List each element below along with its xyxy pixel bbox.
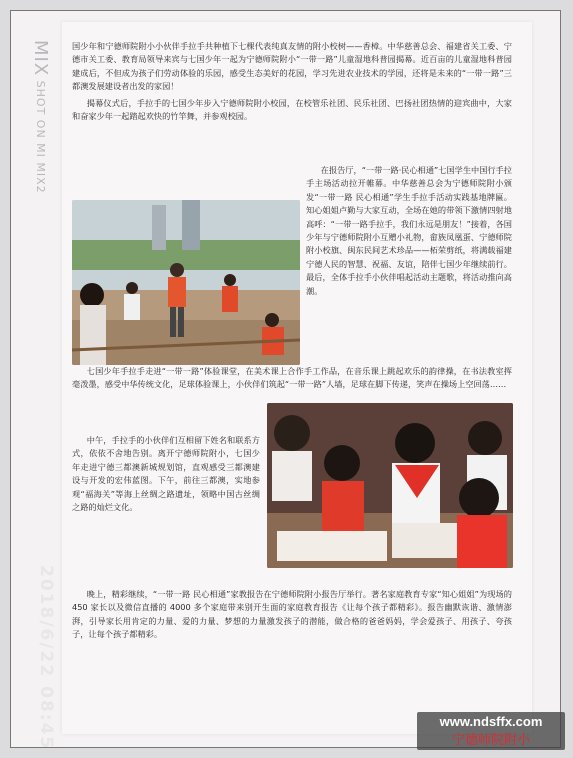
article-noon: [72, 434, 260, 517]
photo-timestamp: 2018/6/22 08:45: [36, 565, 56, 751]
camera-watermark: [30, 40, 51, 194]
article-evening: [72, 588, 512, 645]
watermark-school-name: 宁德师院附小: [451, 732, 530, 747]
paragraph-2: 揭幕仪式后，手拉手的七国少年步入宁德师院附小校园，在校管乐社团、民乐社团、巴扬社团热情的迎宾曲中，大家和奋家少年一起踏起欢快的竹竿舞，并参观校园。: [72, 97, 512, 122]
paragraph-6: 晚上，精彩继续，“一带一路 民心相通”家教报告在宁德师院附小报告厅举行。著名家庭教育专家“知心姐姐”为现场的 450 家长以及微信直播的 4000 多个家庭带来别开生面的家庭教育报告《让每个孩子都精彩》。报告幽默诙谐、激情澎湃，引导家长用肯定的力量、爱的力量、梦想的力量激发孩子的潜能，做合格的爸爸妈妈，学会爱孩子、用孩子、夸孩子，让每个孩子都精彩。: [72, 589, 512, 640]
photo-children-walking-image: [72, 200, 300, 365]
site-watermark: [417, 712, 565, 750]
shot-on-label: SHOT ON MI MIX2: [34, 80, 47, 194]
paragraph-3: 在报告厅，“一带一路·民心相通”七国学生中国行手拉手主场活动拉开帷幕。中华慈善总会为宁德师院附小颁发“一带一路 民心相通”学生手拉手活动实践基地牌匾。知心姐姐卢勤与大家互动，全场在她的带领下激情四射地高呼：“一带一路手拉手，我们永远是朋友！”接着，各国少年与宁德师院附小互赠小礼物，畲族凤凰蛋、宁德师院附小校旗、闽东民间艺术珍品——柘荣剪纸，将满载福建宁德人民的智慧、祝福、友谊，陪伴七国少年继续前行。最后，全体手拉手小伙伴唱起活动主题歌，将活动推向高潮。: [72, 164, 512, 298]
photo-calligraphy-class: [267, 403, 513, 568]
photo-children-walking: [72, 200, 300, 365]
watermark-url: www.ndsffx.com: [439, 714, 543, 729]
article-top: [72, 40, 512, 126]
photo-calligraphy-class-image: [267, 403, 513, 568]
mix-label: MIX: [30, 40, 51, 77]
article-class: [72, 365, 512, 395]
paragraph-5: 中午，手拉手的小伙伴们互相留下姓名和联系方式，依依不舍地告别。离开宁德师院附小，七国少年走进宁德三都澳新城规划馆，直观感受三都澳建设与开发的宏伟蓝图。下午，前往三都澳，实地参观“福海关”等海上丝绸之路遗址，领略中国古丝绸之路的灿烂文化。: [72, 435, 260, 513]
magazine-page: [62, 22, 532, 734]
paragraph-1: 国少年和宁德师院附小小伙伴手拉手共种植下七棵代表纯真友情的附小校树——香樟。中华慈善总会、福建省关工委、宁德市关工委、教育局领导来宾与七国少年一起为宁德师院附小“一带一路”儿童湿地科普园揭幕。近百亩的儿童湿地科普园建成后，不但成为孩子们劳动体验的乐园，感受生态美好的花园，学习先进农业技术的学园，还将是未来的“一带一路”三都澳发展建设者出发的家园！: [72, 41, 512, 92]
paragraph-4: 七国少年手拉手走进“一带一路”体验课堂，在美术课上合作手工作品，在音乐课上跳起欢乐的韵律操，在书法教室挥毫泼墨，感受中华传统文化，足球体验课上，小伙伴们筑起“一带一路”人墙，足球在脚下传递，笑声在操场上空回荡……: [72, 366, 512, 390]
